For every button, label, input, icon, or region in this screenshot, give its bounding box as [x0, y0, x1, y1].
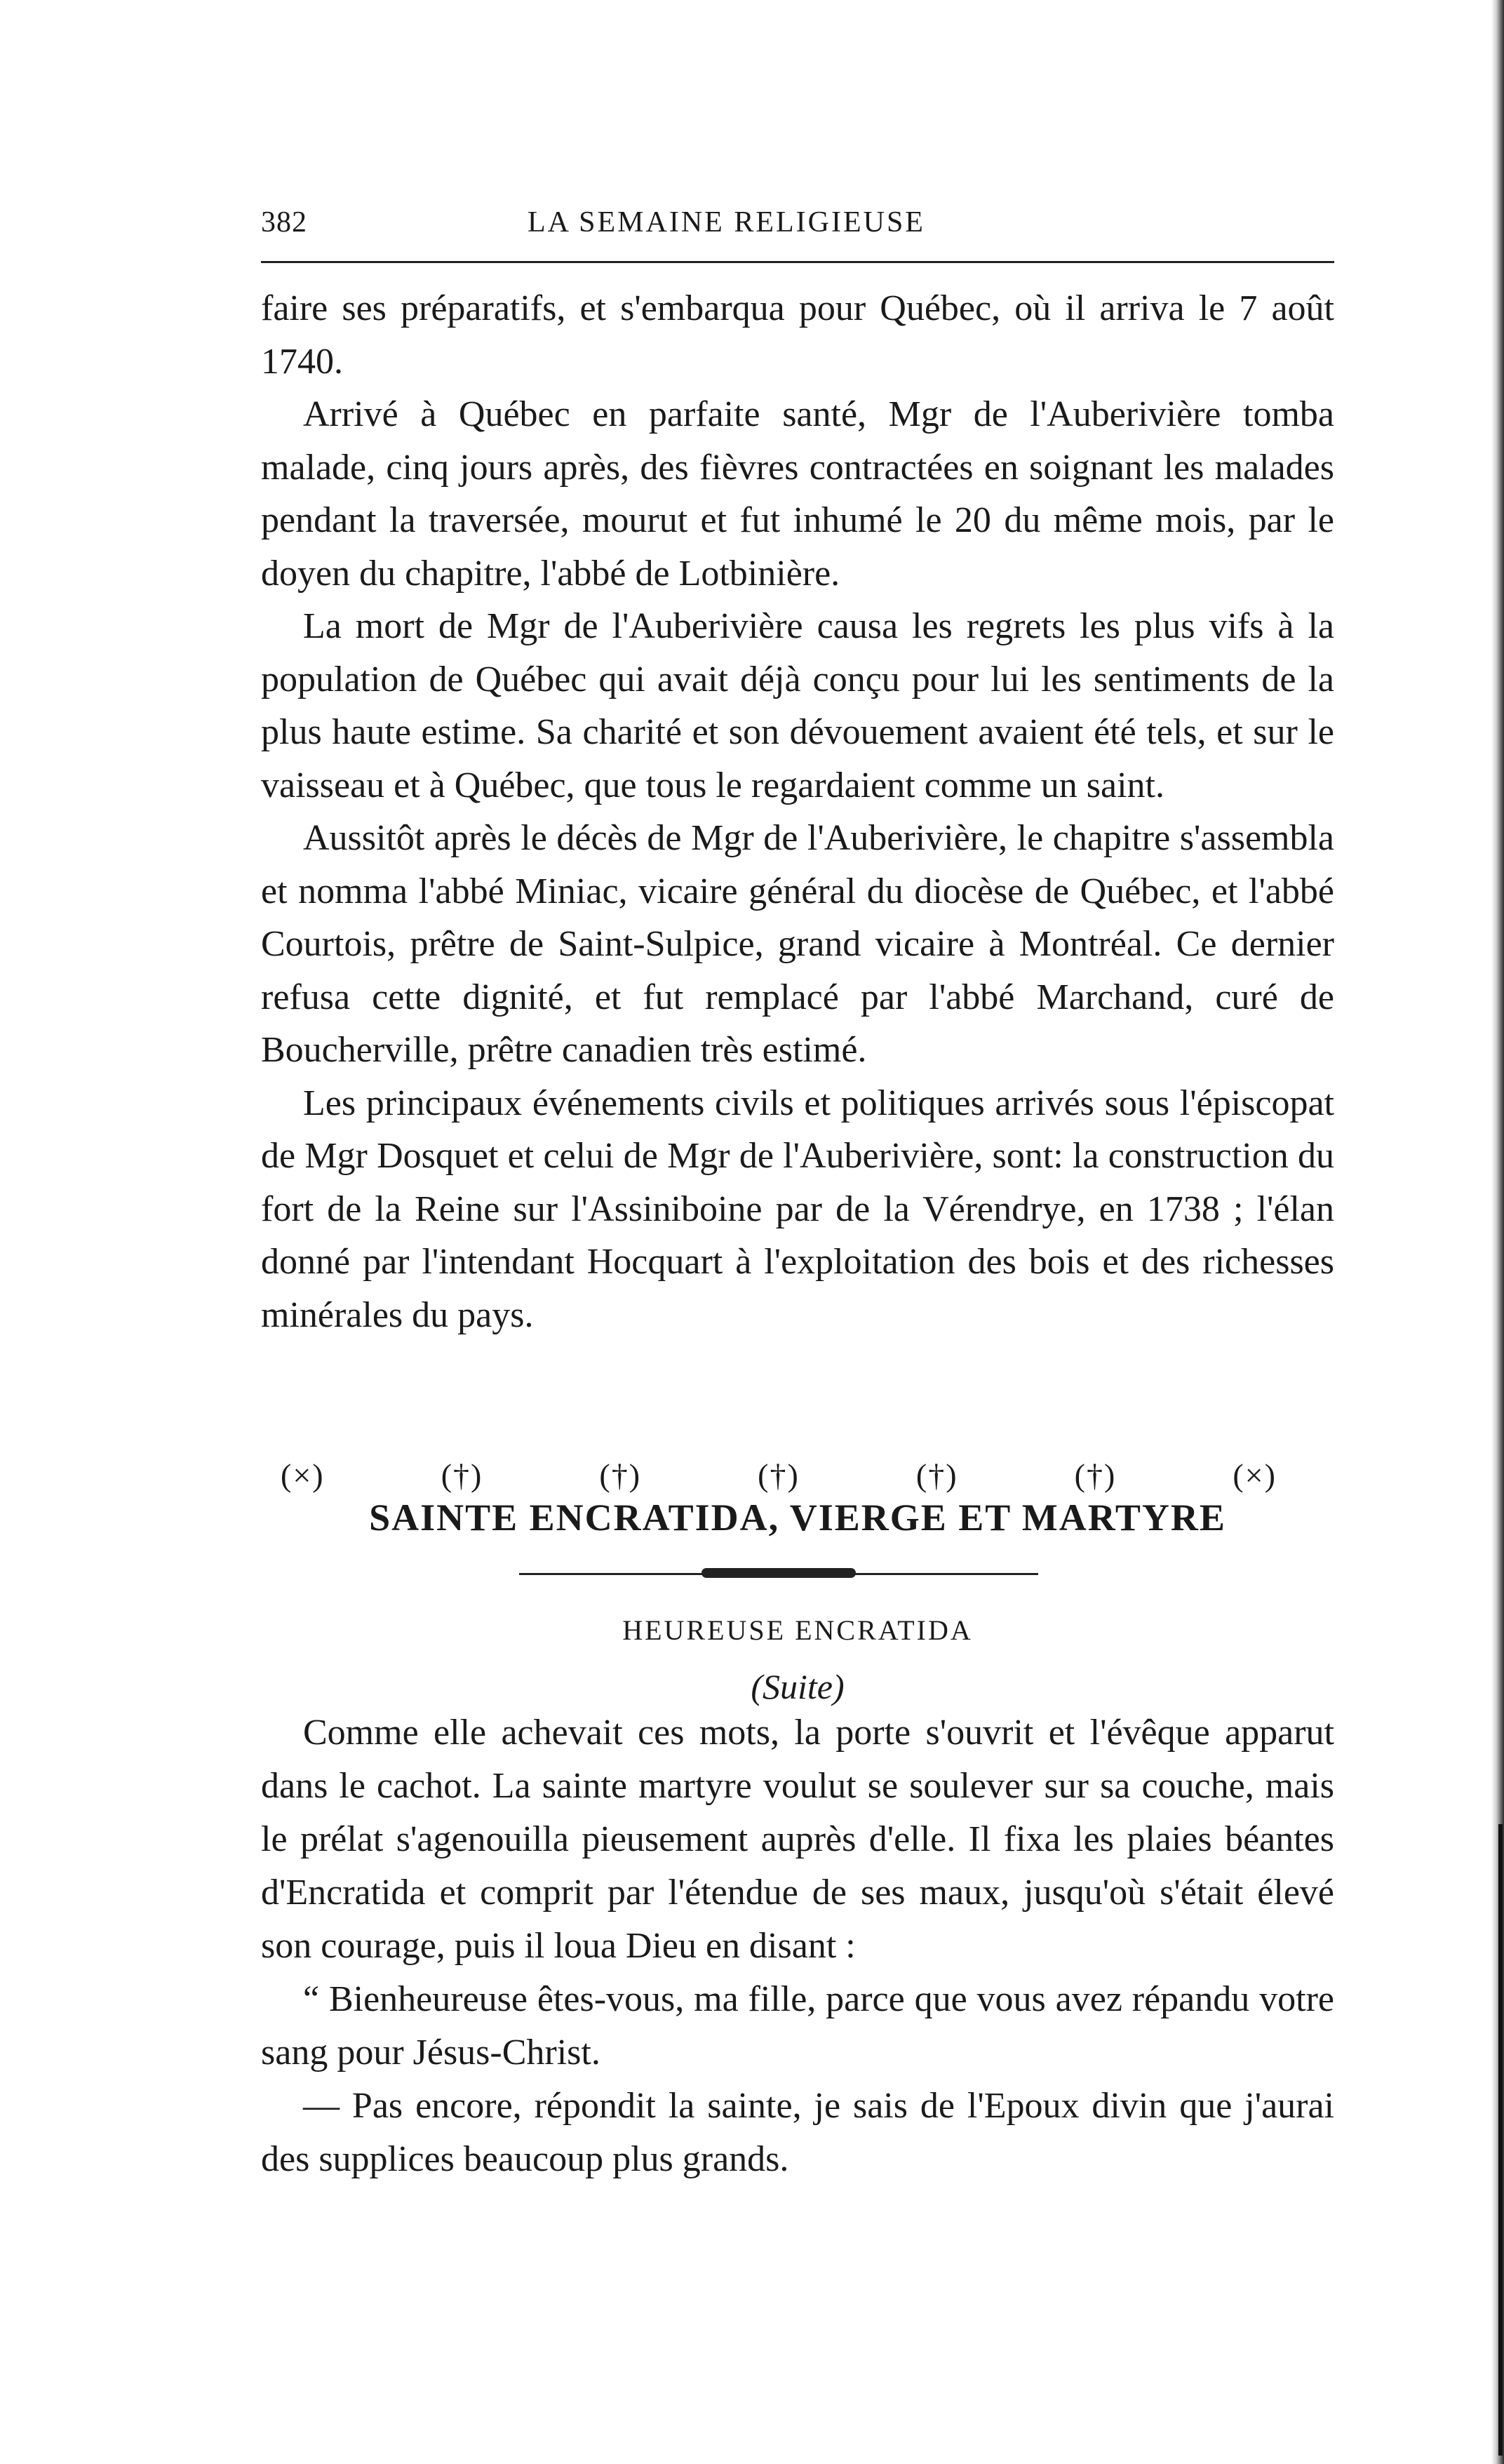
ornament-mark: (×)	[281, 1457, 325, 1493]
page-header	[261, 198, 1327, 247]
paragraph: Comme elle achevait ces mots, la porte s'ouvrit et l'évêque apparut dans le cachot. La sainte martyre voulut se soulever sur sa couche, mais le prélat s'agenouilla pieusement auprès d'elle. Il fixa les plaies béantes d'Encratida et comprit par l'étendue de ses maux, jusqu'où s'était élevé son courage, puis il loua Dieu en disant :	[261, 1713, 1334, 1966]
paragraph: “ Bienheureuse êtes-vous, ma fille, parce que vous avez répandu votre sang pour Jésus-Christ.	[261, 1979, 1334, 2073]
ornament-mark: (†)	[441, 1457, 483, 1493]
paragraph: La mort de Mgr de l'Auberivière causa les regrets les plus vifs à la population de Québec qui avait déjà conçu pour lui les sentiments de la plus haute estime. Sa charité et son dévouement avaient été tels, et sur le vaisseau et à Québec, que tous le regardaient comme un saint.	[261, 606, 1334, 805]
paragraph: faire ses préparatifs, et s'embarqua pour Québec, où il arriva le 7 août 1740.	[261, 288, 1334, 382]
ornament-mark: (×)	[1233, 1457, 1277, 1493]
ornament-divider	[281, 1454, 1277, 1496]
paragraph: — Pas encore, répondit la sainte, je sais de l'Epoux divin que j'aurai des supplices beaucoup plus grands.	[261, 2086, 1334, 2179]
ornament-mark: (†)	[599, 1457, 642, 1493]
page-number: 382	[261, 206, 307, 239]
page-edge-line	[1498, 1824, 1503, 2456]
paragraph: Arrivé à Québec en parfaite santé, Mgr de l'Auberivière tomba malade, cinq jours après, des fièvres contractées en soignant les malades pendant la traversée, mourut et fut inhumé le 20 du même mois, par le doyen du chapitre, l'abbé de Lotbinière.	[261, 394, 1334, 594]
paragraph: Aussitôt après le décès de Mgr de l'Auberivière, le chapitre s'assembla et nomma l'abbé Miniac, vicaire général du diocèse de Québec, et l'abbé Courtois, prêtre de Saint-Sulpice, grand vicaire à Montréal. Ce dernier refusa cette dignité, et fut remplacé par l'abbé Marchand, curé de Boucherville, prêtre canadien très estimé.	[261, 818, 1334, 1070]
story-body	[261, 1706, 1334, 2186]
article-body	[261, 282, 1334, 1341]
header-rule	[261, 261, 1334, 263]
paragraph: Les principaux événements civils et politiques arrivés sous l'épiscopat de Mgr Dosquet et celui de Mgr de l'Auberivière, sont: la construction du fort de la Reine sur l'Assiniboine par de la Vérendrye, en 1738 ; l'élan donné par l'intendant Hocquart à l'exploitation des bois et des richesses minérales du pays.	[261, 1083, 1334, 1335]
title-rule	[519, 1573, 1038, 1581]
section-title: SAINTE ENCRATIDA, VIERGE ET MARTYRE	[369, 1497, 1226, 1539]
running-title: LA SEMAINE RELIGIEUSE	[528, 206, 925, 239]
continuation-label: (Suite)	[751, 1667, 845, 1706]
ornament-mark: (†)	[758, 1457, 800, 1493]
section-subtitle: HEUREUSE ENCRATIDA	[622, 1614, 973, 1646]
ornament-mark: (†)	[915, 1457, 958, 1493]
rule-ornament	[701, 1568, 856, 1578]
ornament-mark: (†)	[1074, 1457, 1117, 1493]
